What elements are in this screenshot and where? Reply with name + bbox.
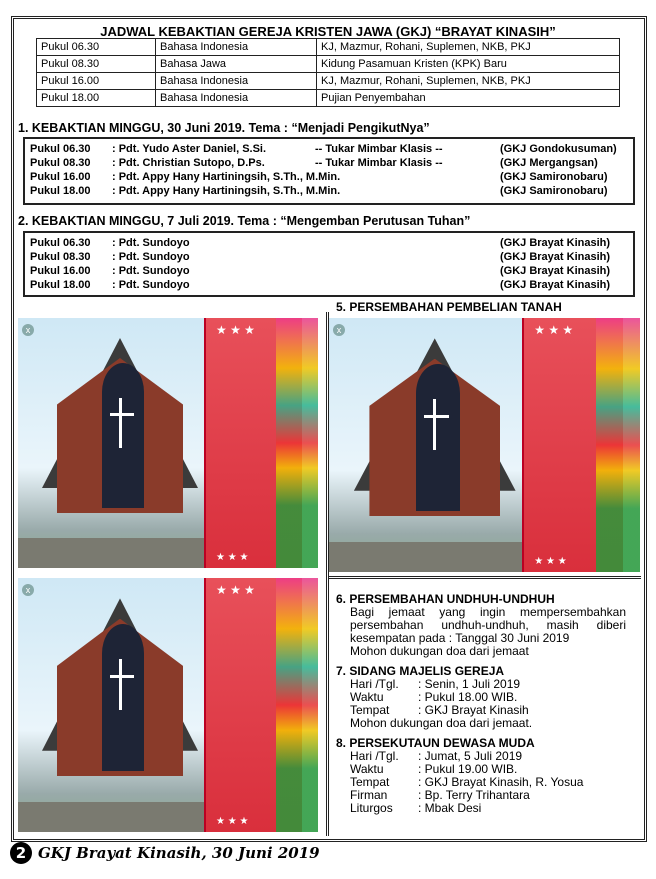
schedule-cell: Pukul 06.30 — [37, 39, 156, 56]
service-church: (GKJ Samironobaru) — [500, 185, 608, 197]
service-church: (GKJ Brayat Kinasih) — [500, 251, 611, 263]
section7-note: Mohon dukungan doa dari jemaat. — [350, 716, 533, 730]
schedule-row — [37, 90, 620, 107]
stars-icon: ★ ★ ★ — [216, 583, 255, 598]
field-value: : Pukul 18.00 WIB. — [418, 690, 518, 704]
field-value: : Pukul 19.00 WIB. — [418, 762, 518, 776]
close-ad-icon[interactable]: x — [22, 324, 34, 336]
cross-icon-bar — [110, 413, 134, 416]
service-preacher: : Pdt. Appy Hany Hartiningsih, S.Th., M.Min. — [112, 185, 341, 197]
cross-icon-bar — [424, 415, 449, 418]
section6-text: Bagi jemaat yang ingin mempersembahkan persembahan undhuh-undhuh, masih diberi kesempatan pada : Tanggal 30 Juni 2019 — [350, 605, 626, 645]
schedule-cell: Kidung Pasamuan Kristen (KPK) Baru — [317, 56, 620, 73]
service-row — [30, 142, 628, 156]
service-note: -- Tukar Mimbar Klasis -- — [315, 157, 443, 169]
ad-banner[interactable] — [18, 318, 318, 568]
field-value: : Mbak Desi — [418, 801, 482, 815]
church-window — [416, 364, 460, 511]
service-time: Pukul 08.30 — [30, 157, 91, 169]
church-ground — [18, 538, 204, 568]
service-church: (GKJ Brayat Kinasih) — [500, 279, 611, 291]
field-label: Waktu — [350, 762, 384, 776]
stars-icon: ★ ★ ★ — [216, 323, 255, 337]
field-label: Hari /Tgl. — [350, 677, 399, 691]
field-value: : GKJ Brayat Kinasih, R. Yosua — [418, 775, 584, 789]
service-church: (GKJ Gondokusuman) — [500, 143, 617, 155]
schedule-row — [37, 73, 620, 90]
schedule-cell: Pukul 16.00 — [37, 73, 156, 90]
schedule-cell: Bahasa Indonesia — [156, 90, 317, 107]
section2-heading: 2. KEBAKTIAN MINGGU, 7 Juli 2019. Tema : “Mengemban Perutusan Tuhan” — [18, 214, 471, 228]
stars-icon: ★ ★ ★ — [216, 815, 249, 827]
church-window — [102, 624, 144, 771]
field-label: Waktu — [350, 690, 384, 704]
section8-fields — [336, 750, 626, 815]
schedule-cell: Bahasa Indonesia — [156, 73, 317, 90]
section7-heading: 7. SIDANG MAJELIS GEREJA — [336, 664, 505, 678]
schedule-cell: Bahasa Jawa — [156, 56, 317, 73]
ad-banner[interactable] — [18, 578, 318, 832]
page-number: 2 — [10, 842, 32, 864]
service-time: Pukul 06.30 — [30, 143, 91, 155]
service-preacher: : Pdt. Appy Hany Hartiningsih, S.Th., M.Min. — [112, 171, 341, 183]
service-note: -- Tukar Mimbar Klasis -- — [315, 143, 443, 155]
cross-icon — [119, 398, 122, 448]
ad-banner[interactable] — [329, 318, 640, 572]
service-preacher: : Pdt. Yudo Aster Daniel, S.Si. — [112, 143, 267, 155]
service-church: (GKJ Mergangsan) — [500, 157, 598, 169]
service-church: (GKJ Samironobaru) — [500, 171, 608, 183]
field-label: Liturgos — [350, 801, 393, 815]
service-row — [30, 236, 628, 250]
service-preacher: : Pdt. Sundoyo — [112, 265, 190, 277]
church-ground — [329, 542, 522, 572]
service-row — [30, 170, 628, 184]
ornaments-decoration — [276, 578, 318, 832]
service-preacher: : Pdt. Sundoyo — [112, 279, 190, 291]
service-row — [30, 278, 628, 292]
schedule-cell: KJ, Mazmur, Rohani, Suplemen, NKB, PKJ — [317, 73, 620, 90]
section2-box — [23, 231, 635, 297]
schedule-row — [37, 56, 620, 73]
service-preacher: : Pdt. Sundoyo — [112, 251, 190, 263]
footer — [10, 842, 320, 864]
section1-box — [23, 137, 635, 205]
service-preacher: : Pdt. Christian Sutopo, D.Ps. — [112, 157, 265, 169]
service-time: Pukul 16.00 — [30, 265, 91, 277]
service-time: Pukul 16.00 — [30, 171, 91, 183]
service-row — [30, 156, 628, 170]
schedule-cell: Pukul 18.00 — [37, 90, 156, 107]
schedule-cell: KJ, Mazmur, Rohani, Suplemen, NKB, PKJ — [317, 39, 620, 56]
schedule-cell: Pujian Penyembahan — [317, 90, 620, 107]
field-label: Firman — [350, 788, 388, 802]
field-value: : Bp. Terry Trihantara — [418, 788, 530, 802]
ornaments-decoration — [276, 318, 318, 568]
field-label: Tempat — [350, 775, 390, 789]
field-label: Hari /Tgl. — [350, 749, 399, 763]
service-row — [30, 250, 628, 264]
stars-icon: ★ ★ ★ — [534, 323, 574, 338]
stars-icon: ★ ★ ★ — [534, 555, 567, 567]
row-divider — [329, 576, 641, 579]
service-time: Pukul 18.00 — [30, 279, 91, 291]
church-window — [102, 363, 144, 508]
service-time: Pukul 08.30 — [30, 251, 91, 263]
close-ad-icon[interactable]: x — [333, 324, 345, 336]
section6-note: Mohon dukungan doa dari jemaat — [350, 644, 529, 658]
service-preacher: : Pdt. Sundoyo — [112, 237, 190, 249]
service-church: (GKJ Brayat Kinasih) — [500, 265, 611, 277]
service-church: (GKJ Brayat Kinasih) — [500, 237, 611, 249]
section1-heading: 1. KEBAKTIAN MINGGU, 30 Juni 2019. Tema : “Menjadi PengikutNya” — [18, 121, 430, 135]
field-value: : Senin, 1 Juli 2019 — [418, 677, 521, 691]
cross-icon — [119, 659, 122, 710]
service-row — [30, 264, 628, 278]
service-time: Pukul 06.30 — [30, 237, 91, 249]
section8-heading: 8. PERSEKUTAUN DEWASA MUDA — [336, 736, 535, 750]
page-title: JADWAL KEBAKTIAN GEREJA KRISTEN JAWA (GKJ) “BRAYAT KINASIH” — [100, 24, 556, 39]
service-row — [30, 184, 628, 198]
schedule-cell: Pukul 08.30 — [37, 56, 156, 73]
section6 — [336, 593, 626, 815]
service-time: Pukul 18.00 — [30, 185, 91, 197]
section6-heading: 6. PERSEMBAHAN UNDHUH-UNDHUH — [336, 592, 555, 606]
info-field — [336, 802, 626, 815]
field-label: Tempat — [350, 703, 390, 717]
footer-text: GKJ Brayat Kinasih, 30 Juni 2019 — [38, 844, 320, 862]
section7-fields — [336, 678, 626, 717]
section5-heading: 5. PERSEMBAHAN PEMBELIAN TANAH — [336, 300, 562, 314]
schedule-row — [37, 39, 620, 56]
stars-icon: ★ ★ ★ — [216, 552, 249, 563]
cross-icon-bar — [110, 675, 134, 678]
schedule-table — [36, 38, 620, 107]
schedule-cell: Bahasa Indonesia — [156, 39, 317, 56]
ornaments-decoration — [596, 318, 640, 572]
cross-icon — [433, 399, 436, 450]
field-value: : Jumat, 5 Juli 2019 — [418, 749, 523, 763]
church-ground — [18, 802, 204, 832]
close-ad-icon[interactable]: x — [22, 584, 34, 596]
field-value: : GKJ Brayat Kinasih — [418, 703, 529, 717]
